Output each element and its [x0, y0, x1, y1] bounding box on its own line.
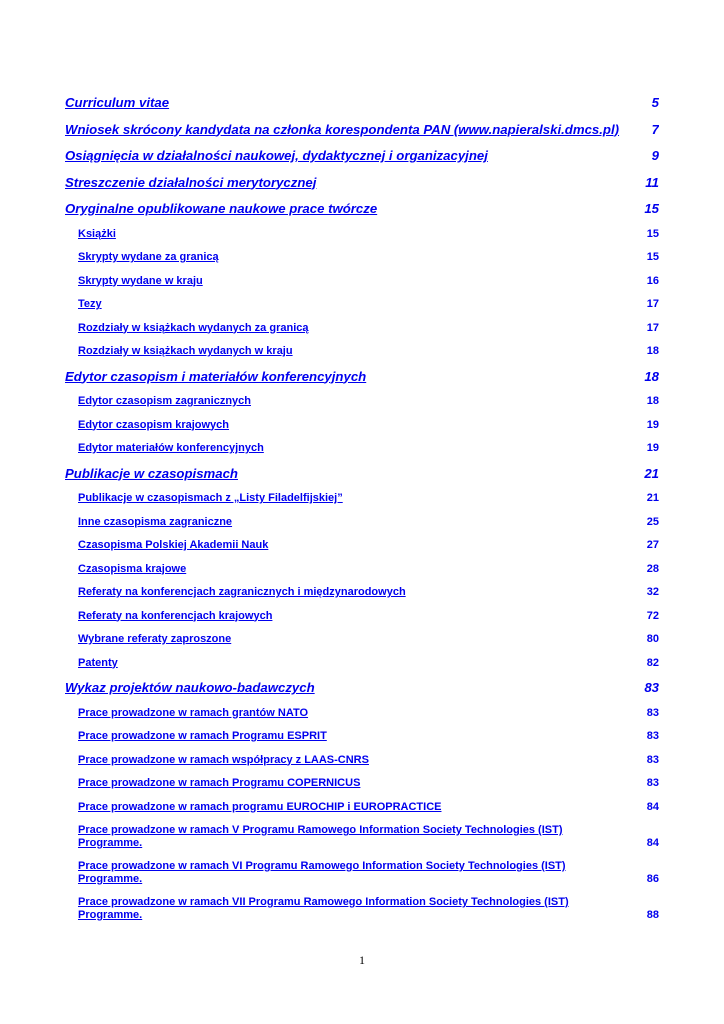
toc-entry-rozdzialy-w-kraju[interactable]: Rozdziały w książkach wydanych w kraju 18: [78, 345, 659, 357]
toc-entry-referaty-zaproszone[interactable]: Wybrane referaty zaproszone 80: [78, 633, 659, 645]
toc-entry-wniosek-skrocony[interactable]: Wniosek skrócony kandydata na członka korespondenta PAN (www.napieralski.dmcs.pl) 7: [65, 121, 659, 137]
toc-entry-skrypty-w-kraju[interactable]: Skrypty wydane w kraju 16: [78, 274, 659, 287]
page-number: 1: [359, 953, 365, 967]
toc-entry-czasopisma-krajowe[interactable]: Czasopisma krajowe 28: [78, 562, 659, 575]
table-of-contents: [65, 95, 659, 932]
toc-entry-ksiazki[interactable]: Książki 15: [78, 227, 659, 240]
toc-entry-referaty-zagraniczne[interactable]: Referaty na konferencjach zagranicznych i międzynarodowych 32: [78, 586, 659, 598]
toc-entry-skrypty-za-granica[interactable]: Skrypty wydane za granicą 15: [78, 251, 659, 263]
toc-entry-czasopisma-pan[interactable]: Czasopisma Polskiej Akademii Nauk 27: [78, 539, 659, 551]
toc-entry-oryginalne-prace[interactable]: Oryginalne opublikowane naukowe prace twórcze 15: [65, 201, 659, 216]
toc-entry-patenty[interactable]: Patenty 82: [78, 656, 659, 669]
toc-entry-copernicus[interactable]: Prace prowadzone w ramach Programu COPERNICUS 83: [78, 777, 659, 789]
toc-entry-eurochip[interactable]: Prace prowadzone w ramach programu EUROCHIP i EUROPRACTICE 84: [78, 800, 659, 813]
toc-entry-tezy[interactable]: Tezy 17: [78, 298, 659, 310]
toc-entry-osiagniecia[interactable]: Osiągnięcia w działalności naukowej, dydaktycznej i organizacyjnej 9: [65, 148, 659, 163]
toc-entry-edytor-materialow[interactable]: Edytor materiałów konferencyjnych 19: [78, 442, 659, 454]
toc-entry-inne-zagraniczne[interactable]: Inne czasopisma zagraniczne 25: [78, 515, 659, 528]
toc-entry-edytor-krajowych[interactable]: Edytor czasopism krajowych 19: [78, 418, 659, 431]
toc-entry-esprit[interactable]: Prace prowadzone w ramach Programu ESPRIT 83: [78, 730, 659, 742]
toc-entry-edytor-zagranicznych[interactable]: Edytor czasopism zagranicznych 18: [78, 395, 659, 407]
toc-entry-curriculum-vitae[interactable]: Curriculum vitae 5: [65, 95, 659, 110]
toc-entry-vi-program-ramowy[interactable]: Prace prowadzone w ramach VI Programu Ramowego Information Society Technologies (IST) Programme. 86: [78, 860, 659, 885]
toc-entry-rozdzialy-za-granica[interactable]: Rozdziały w książkach wydanych za granicą 17: [78, 321, 659, 334]
toc-entry-laas-cnrs[interactable]: Prace prowadzone w ramach współpracy z LAAS-CNRS 83: [78, 753, 659, 766]
toc-entry-projekty[interactable]: Wykaz projektów naukowo-badawczych 83: [65, 680, 659, 695]
toc-entry-v-program-ramowy[interactable]: Prace prowadzone w ramach V Programu Ramowego Information Society Technologies (IST) Programme. 84: [78, 824, 659, 849]
toc-entry-vii-program-ramowy[interactable]: Prace prowadzone w ramach VII Programu Ramowego Information Society Technologies (IST) Programme. 88: [78, 896, 659, 921]
toc-entry-lista-filadelfijska[interactable]: Publikacje w czasopismach z „Listy Filadelfijskiej” 21: [78, 492, 659, 504]
toc-entry-edytor-czasopism[interactable]: Edytor czasopism i materiałów konferencyjnych 18: [65, 368, 659, 384]
toc-entry-publikacje[interactable]: Publikacje w czasopismach 21: [65, 465, 659, 481]
toc-entry-referaty-krajowe[interactable]: Referaty na konferencjach krajowych 72: [78, 609, 659, 622]
toc-entry-granty-nato[interactable]: Prace prowadzone w ramach grantów NATO 83: [78, 706, 659, 719]
toc-entry-streszczenie[interactable]: Streszczenie działalności merytorycznej 11: [65, 174, 659, 190]
